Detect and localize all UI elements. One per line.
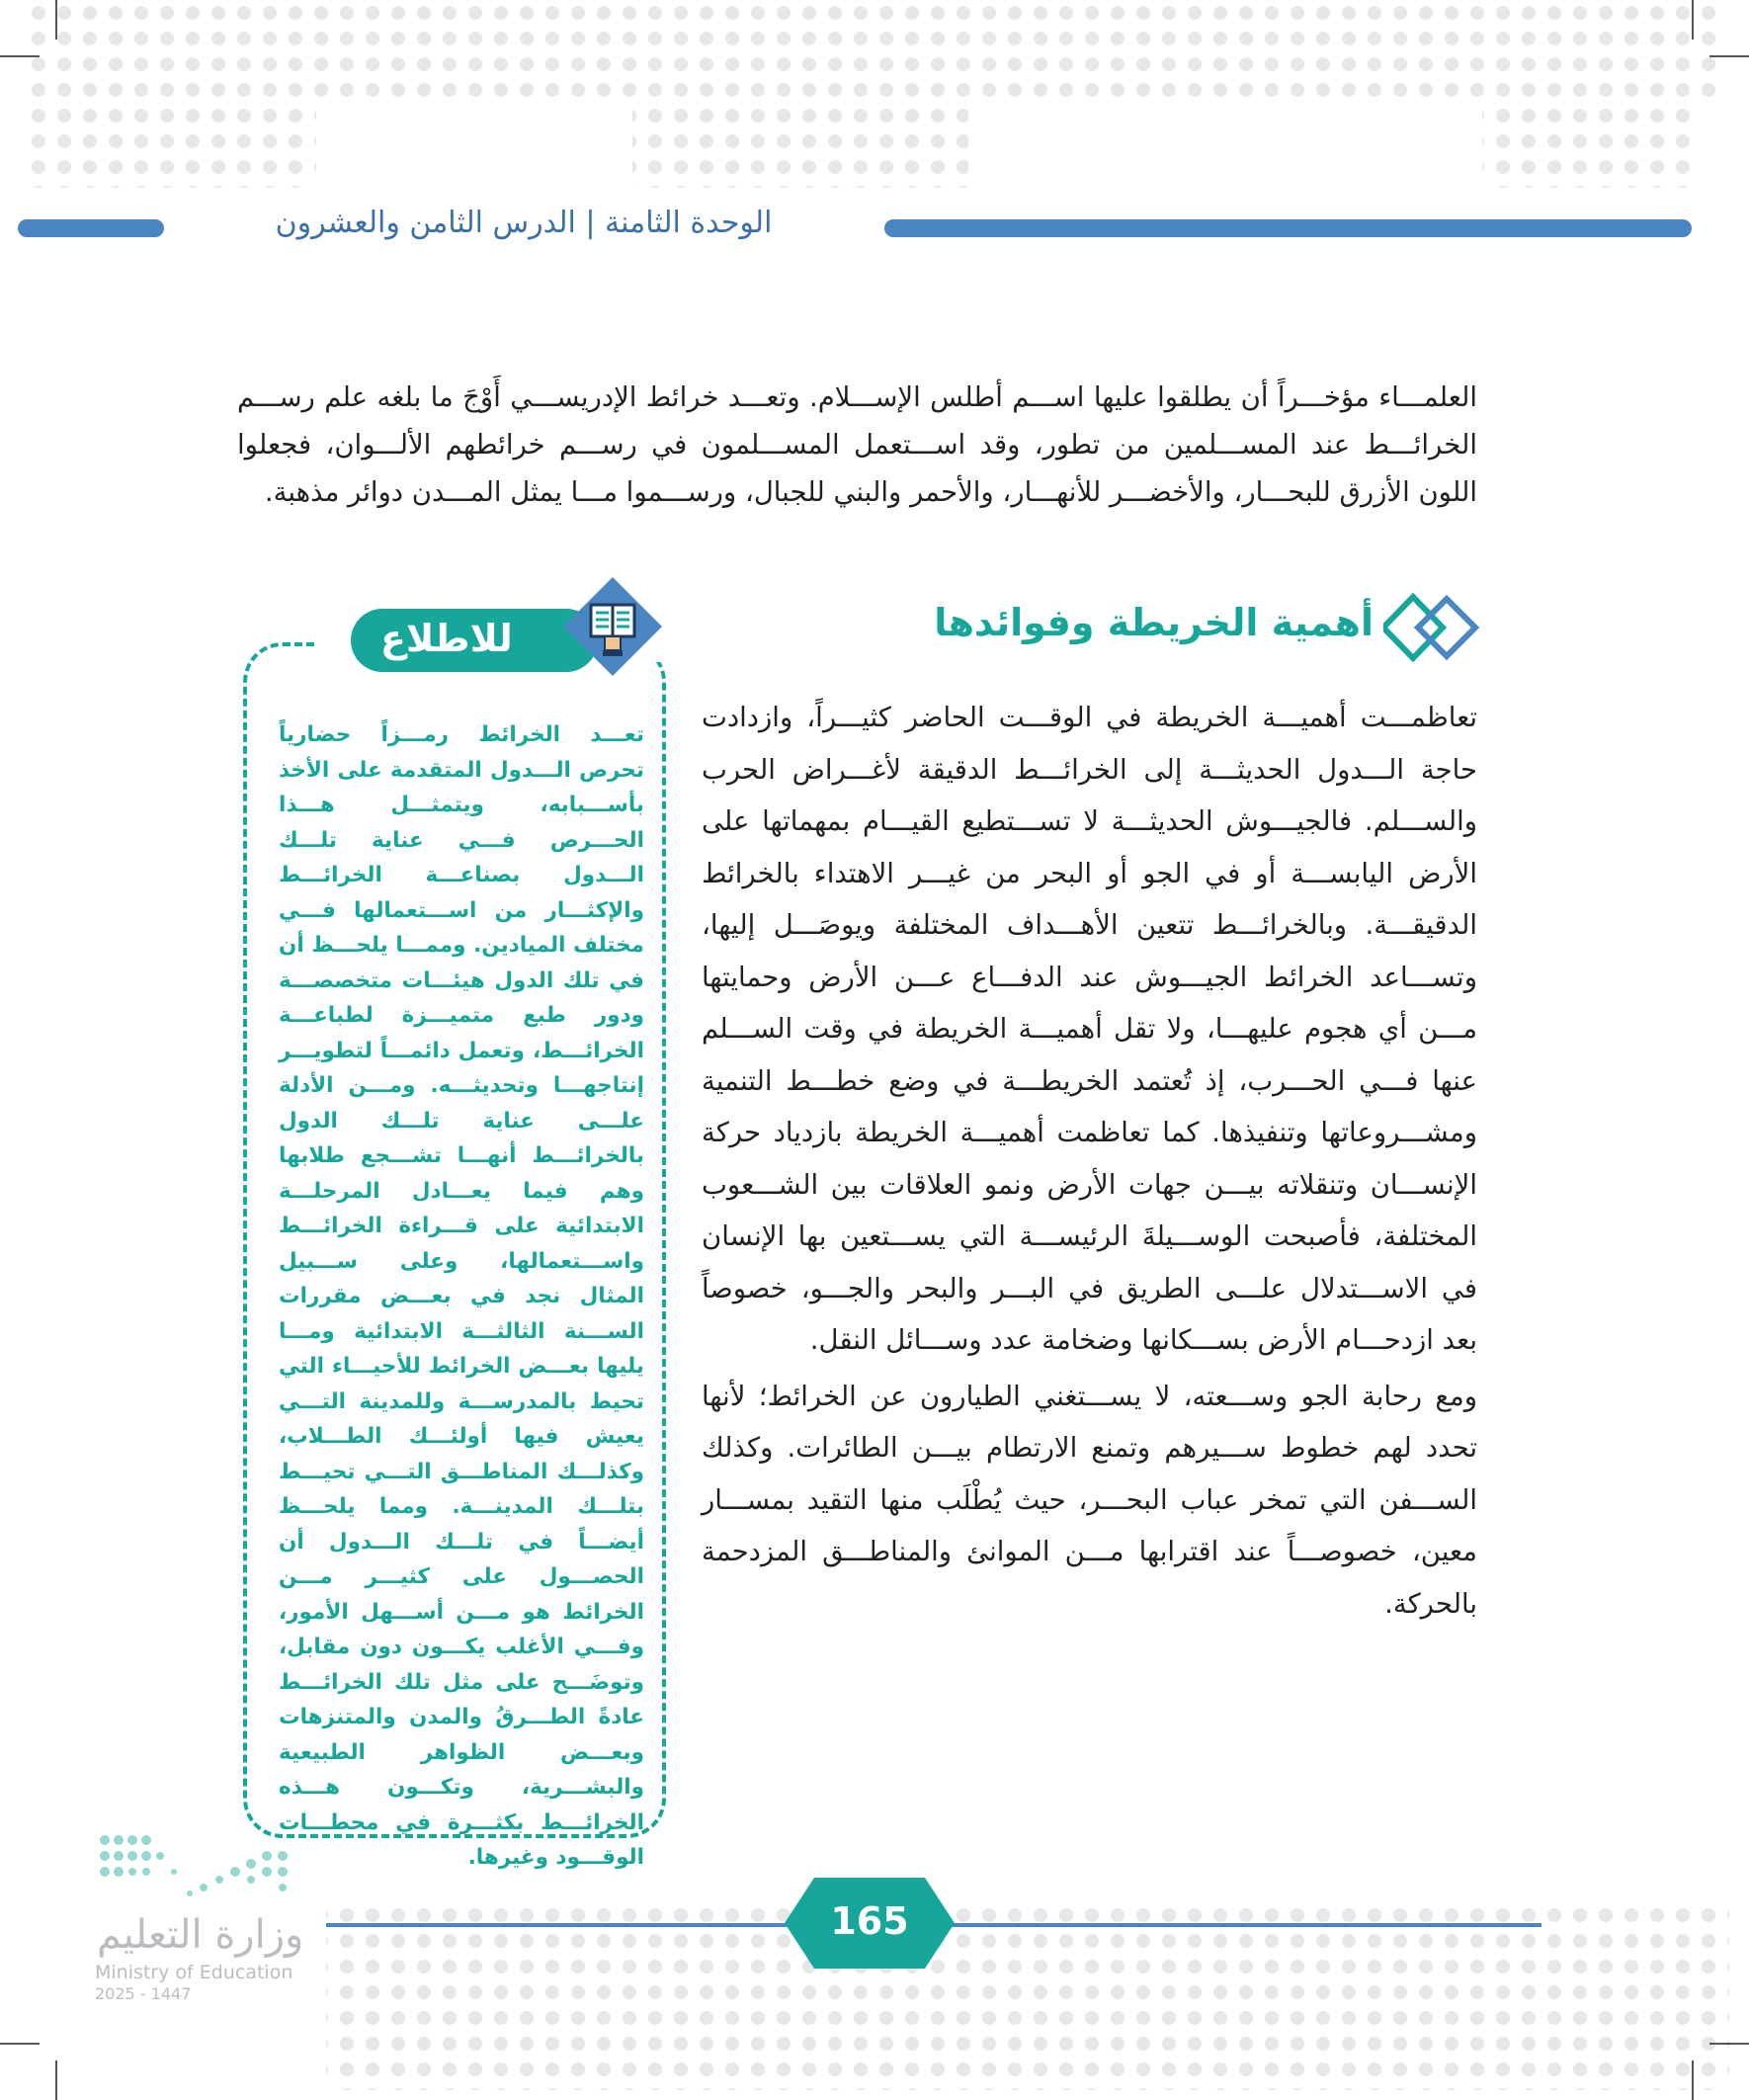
header-bar-right — [884, 219, 1692, 237]
footer-line-right — [949, 1923, 1541, 1927]
sidebar-text: تعـــد الخرائط رمـــزاً حضارياً تحرص الـــدول المتقدمة على الأخذ بأســـبابه، ويتمثـــل هـــذا الحـــرص فـــي عناية تلـــك الـــدول بصناعـــة الخرائـــط والإكثـــار من اســـتعمالها فـــي مختلف الميادين. وممـــا يلحـــظ أن في تلك الدول هيئـــات متخصصـــة ودور طبع متميـــزة لطباعـــة الخرائـــط، وتعمل دائمـــاً لتطويـــر إنتاجهـــا وتحديثـــه. ومـــن الأدلة علـــى عناية تلـــك الدول بالخرائـــط أنهـــا تشـــجع طلابها وهم فيما يعـــادل المرحلـــة الابتدائية على قـــراءة الخرائـــط واســـتعمالها، وعلى ســـبيل المثال نجد في بعـــض مقررات الســـنة الثالثـــة الابتدائية ومـــا يليها بعـــض الخرائط للأحيـــاء التي تحيط بالمدرســـة وللمدينة التـــي يعيش فيها أولئـــك الطـــلاب، وكذلـــك المناطـــق التـــي تحيـــط بتلـــك المدينـــة. ومما يلحـــظ أيضـــاً في تلـــك الـــدول أن الحصـــول على كثيـــر مـــن الخرائط هو مـــن أســـهل الأمور، وفـــي الأغلب يكـــون دون مقابل، وتوضَـــح على مثل تلك الخرائـــط عادةً الطـــرقُ والمدن والمتنزهات وبعـــض الظواهر الطبيعية والبشـــرية، وتكـــون هـــذه الخرائـــط بكثـــرة في محطـــات الوقـــود وغيرها. — [279, 722, 644, 1870]
section-heading-text: أهمية الخريطة وفوائدها — [934, 601, 1374, 644]
crop-mark — [0, 55, 40, 57]
crop-mark — [1709, 55, 1749, 57]
ministry-logo-arabic: وزارة التعليم — [97, 1912, 304, 1958]
ministry-logo-mark — [95, 1828, 312, 1907]
page-number: 165 — [830, 1899, 909, 1943]
ministry-logo-year: 2025 - 1447 — [95, 1984, 192, 2003]
crop-mark — [55, 2060, 57, 2100]
page-header-title: الوحدة الثامنة | الدرس الثامن والعشرون — [275, 206, 773, 240]
crop-mark — [1709, 2043, 1749, 2045]
section-paragraph: تعاظمـــت أهميـــة الخريطة في الوقـــت الحاضر كثيـــراً، وازدادت حاجة الـــدول الحديثـــة إلى الخرائـــط الدقيقة لأغـــراض الحرب والســـلم. فالجيـــوش الحديثـــة لا تســـتطيع القيـــام بمهماتها على الأرض اليابســـة أو في الجو أو البحر من غيـــر الاهتداء بالخرائط الدقيقـــة. وبالخرائـــط تتعين الأهـــداف المختلفة ويوصَـــل إليها، وتســـاعد الخرائط الجيـــوش عند الدفـــاع عـــن الأرض وحمايتها مـــن أي هجوم عليهـــا، ولا تقل أهميـــة الخريطة في وقت الســـلم عنها فـــي الحـــرب، إذ تُعتمد الخريطـــة في وضع خطـــط التنمية ومشـــروعاتها وتنفيذها. كما تعاظمت أهميـــة الخريطة بازدياد حركة الإنســـان وتنقلاته بيـــن جهات الأرض ونمو العلاقات بين الشـــعوب المختلفة، فأصبحت الوســـيلةَ الرئيســـة التي يســـتعين بها الإنسان في الاســـتدلال علـــى الطريق في البـــر والبحر والجـــو، خصوصاً بعد ازدحـــام الأرض بســـكانها وضخامة عدد وســـائل النقل. — [702, 702, 1477, 1356]
section-body — [702, 692, 1477, 1630]
crop-mark — [55, 0, 57, 40]
header-bar-left — [18, 219, 164, 237]
crop-mark — [1692, 2060, 1694, 2100]
crop-mark — [0, 2043, 40, 2045]
ministry-logo-english: Ministry of Education — [95, 1962, 293, 1983]
intro-paragraph: العلمـــاء مؤخـــراً أن يطلقوا عليها اســـم أطلس الإســـلام. وتعـــد خرائط الإدريســـي أَوْجَ ما بلغه علم رســـم الخرائـــط عند المســـلمين من تطور، وقد اســـتعمل المســـلمون في رســـم خرائطهم الألـــوان، فجعلوا اللون الأزرق للبحـــار، والأخضـــر للأنهـــار، والأحمر والبني للجبال، ورســـموا مـــا يمثل المـــدن دوائر مذهبة. — [237, 381, 1477, 508]
top-dot-pattern — [0, 0, 1749, 257]
footer-line-left — [326, 1923, 791, 1927]
section-paragraph: ومع رحابة الجو وســـعته، لا يســـتغني الطيارون عن الخرائط؛ لأنها تحدد لهم خطوط ســـيرهم وتمنع الارتطام بيـــن الطائرات. وكذلك الســـفن التي تمخر عباب البحـــر، حيث يُطْلَب منها التقيد بمســـار معين، خصوصـــاً عند اقترابها مـــن الموانئ والمناطـــق المزدحمة بالحركة. — [702, 1380, 1477, 1620]
section-heading — [692, 593, 1482, 662]
sidebar-label: للاطلاع — [380, 617, 513, 660]
crop-mark — [1692, 0, 1694, 40]
diamond-icon — [1383, 593, 1482, 662]
reading-book-icon — [561, 575, 664, 678]
